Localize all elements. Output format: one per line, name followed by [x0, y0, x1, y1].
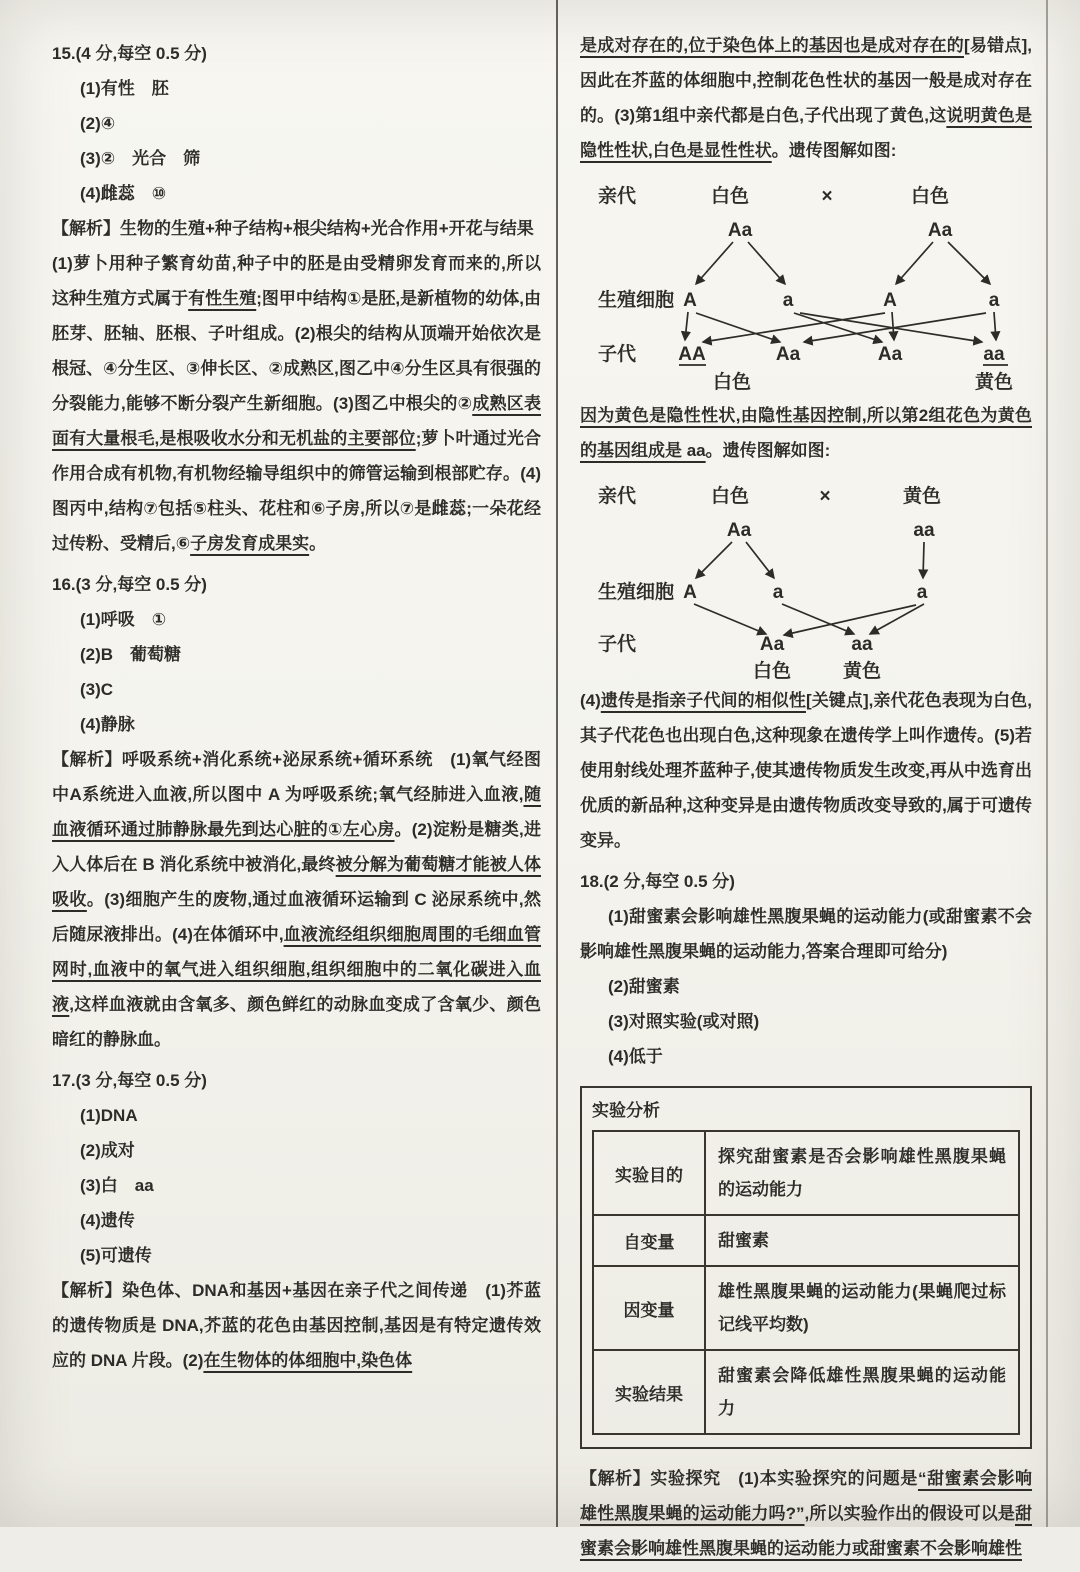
q18-answer-2: (2)甜蜜素: [608, 977, 680, 996]
d1-cross-symbol: ×: [821, 186, 833, 207]
analysis-key-underlined: 在生物体的体细胞中,染色体: [203, 1351, 413, 1370]
q16-answer-3: (3)C: [80, 680, 114, 699]
analysis-text: (4): [580, 691, 601, 710]
analysis-text: ,这样血液就由含氧多、颜色鲜红的动脉血变成了含氧少、颜色暗红的静脉血。: [52, 995, 541, 1049]
right-column: [580, 28, 1032, 1572]
d1-parent1-phenotype: 白色: [710, 186, 750, 207]
q17-answer-3: (3)白 aa: [80, 1176, 154, 1195]
q16-answer-2: (2)B 葡萄糖: [80, 645, 182, 664]
page-right-edge: [1046, 0, 1048, 1527]
experiment-analysis-title: 实验分析: [592, 1101, 660, 1120]
q15-answer-2: (2)④: [80, 114, 116, 133]
analysis-tag: 【解析】: [52, 750, 122, 769]
analysis-key-underlined: 遗传是指亲子代间的相似性: [600, 691, 806, 710]
d1-gamete-2: a: [782, 290, 794, 311]
d2-gamete-3: a: [916, 582, 928, 603]
d2-parent1-genotype: Aa: [726, 520, 752, 541]
q17-answer-1: (1)DNA: [80, 1106, 138, 1125]
q16-header: 16.(3 分,每空 0.5 分): [52, 575, 207, 594]
q16-analysis: [52, 742, 541, 1057]
question-17: [52, 1063, 541, 1378]
analysis-text: ;萝卜叶通过光合作用合成有机物,有机物经输导组织中的筛管运输到根部贮存。(4)图丙中,结构⑦包括⑤柱头、花柱和⑥子房,所以⑦是雌蕊;一朵花经过传粉、受精后,⑥: [52, 429, 541, 553]
d2-offspring-phenotype-yellow: 黄色: [842, 661, 882, 679]
analysis-topic: 染色体、DNA和基因+基因在亲子代之间传递: [122, 1281, 468, 1300]
q17-answer-4: (4)遗传: [80, 1211, 135, 1230]
q17-header: 17.(3 分,每空 0.5 分): [52, 1071, 207, 1090]
analysis-tag: 【解析】: [52, 1281, 123, 1300]
table-row-label: 因变量: [594, 1267, 706, 1349]
analysis-key-underlined: 是成对存在的,位于染色体上的基因也是成对存在的: [580, 36, 965, 55]
q17-analysis-points-4-5: [580, 683, 1032, 858]
d2-offspring-1: Aa: [759, 634, 785, 655]
analysis-key-underlined: 因为黄色是隐性性状,由隐性基因控制,所以第2组花色为黄色的基因组成是 aa: [580, 406, 1032, 460]
analysis-tag: 【解析】: [580, 1469, 651, 1488]
table-row-value: 探究甜蜜素是否会影响雄性黑腹果蝇的运动能力: [718, 1147, 1006, 1199]
question-15: [52, 36, 551, 561]
d2-gamete-1: A: [683, 582, 697, 603]
q15-header: 15.(4 分,每空 0.5 分): [52, 44, 207, 63]
d1-offspring-phenotype-yellow: 黄色: [974, 372, 1014, 393]
d1-offspring-row-label: 子代: [598, 344, 637, 365]
table-row-label: 自变量: [594, 1216, 706, 1265]
q18-answer-3: (3)对照实验(或对照): [608, 1012, 760, 1031]
experiment-analysis-table: [592, 1130, 1020, 1435]
table-row: [594, 1214, 1018, 1265]
analysis-topic: 生物的生殖+种子结构+根尖结构+光合作用+开花与结果: [120, 219, 534, 238]
column-divider: [556, 0, 558, 1527]
analysis-tag: 【解析】: [52, 219, 120, 238]
question-18: [580, 864, 1032, 1074]
d1-gamete-1: A: [683, 290, 697, 311]
q15-answer-3: (3)② 光合 筛: [80, 149, 201, 168]
d2-cross-symbol: ×: [819, 486, 831, 507]
analysis-key-underlined: 甜蜜素会影响雄性黑腹果蝇的运动能力或甜蜜素不会影响雄性: [580, 1504, 1032, 1558]
table-row-label: 实验结果: [594, 1351, 706, 1433]
table-row: [594, 1265, 1018, 1349]
q15-answer-4: (4)雌蕊 ⑩: [80, 184, 167, 203]
cross-arrows: [679, 242, 1008, 365]
analysis-text: 。(3)细胞产生的废物,通过血液循环运输到 C 泌尿系统中,然后随尿液排出。(4)在体循环中,: [52, 890, 542, 944]
analysis-key-underlined: 被分解为葡萄糖才能被人体吸收: [52, 855, 542, 909]
d1-parent-row-label: 亲代: [598, 186, 637, 207]
d1-offspring-3: Aa: [877, 344, 903, 365]
d2-gamete-row-label: 生殖细胞: [598, 582, 675, 603]
d2-offspring-phenotype-white: 白色: [752, 661, 792, 679]
analysis-text: ,亲代花色表现为白色,其子代花色也出现白色,这种现象在遗传学上叫作遗传。(5)若使用射线处理芥蓝种子,使其遗传物质发生改变,再从中选育出优质的新品种,这种变异是由遗传物质改变导致的,属于可遗传变异。: [580, 691, 1033, 850]
table-row-value: 雄性黑腹果蝇的运动能力(果蝇爬过标记线平均数): [718, 1282, 1006, 1334]
q17-analysis: [52, 1273, 541, 1378]
table-row: [594, 1132, 1018, 1214]
diagram2-intro: [580, 398, 1032, 468]
table-row: [594, 1349, 1018, 1433]
analysis-topic: 呼吸系统+消化系统+泌尿系统+循环系统: [121, 750, 433, 769]
d2-parent-row-label: 亲代: [598, 486, 637, 507]
analysis-text: (1)萝卜用种子繁育幼苗,种子中的胚是由受精卵发育而来的,所以这种生殖方式属于: [52, 219, 551, 308]
d1-offspring-1: AA: [678, 344, 706, 365]
d2-parent1-phenotype: 白色: [710, 486, 750, 507]
d1-offspring-phenotype-white: 白色: [712, 372, 752, 393]
genetic-cross-diagram-2: [580, 474, 1032, 679]
d2-gamete-2: a: [772, 582, 784, 603]
analysis-text: ,因此在芥蓝的体细胞中,控制花色性状的基因一般是成对存在的。(3)第1组中亲代都是白色,子代出现了黄色,这: [580, 36, 1032, 125]
d1-parent1-genotype: Aa: [727, 220, 753, 241]
q16-answer-1: (1)呼吸 ①: [80, 610, 167, 629]
analysis-key-underlined: 说明黄色是隐性性状,白色是显性性状: [580, 106, 1032, 160]
d1-parent2-genotype: Aa: [927, 220, 953, 241]
experiment-analysis-box: [580, 1086, 1032, 1449]
genetic-cross-diagram-1: [580, 174, 1032, 394]
d2-offspring-2: aa: [851, 634, 873, 655]
analysis-text: 。遗传图解如图:: [705, 441, 831, 460]
analysis-text: 。遗传图解如图:: [771, 141, 897, 160]
analysis-key-underlined: 子房发育成果实: [190, 534, 310, 553]
d1-parent2-phenotype: 白色: [910, 186, 950, 207]
d1-gamete-3: A: [883, 290, 897, 311]
analysis-key-underlined: 随血液循环通过肺静脉最先到达心脏的①左心房: [52, 785, 542, 839]
table-row-label: 实验目的: [594, 1132, 706, 1214]
d1-offspring-4: aa: [983, 344, 1005, 365]
analysis-key-underlined: 成熟区表面有大量根毛,是根吸收水分和无机盐的主要部位: [52, 394, 541, 448]
error-prone-tag: [易错点]: [964, 36, 1028, 55]
analysis-text: (1)氧气经图中A系统进入血液,所以图中 A 为呼吸系统;氧气经肺进入血液,: [52, 750, 541, 804]
left-column: [52, 36, 551, 1384]
key-point-tag: [关键点]: [805, 691, 869, 710]
q17-answer-2: (2)成对: [80, 1141, 135, 1160]
q17-answer-5: (5)可遗传: [80, 1246, 152, 1265]
analysis-text: 。(2)淀粉是糖类,进入人体后在 B 消化系统中被消化,最终: [52, 820, 541, 874]
q17-analysis-continued: [580, 28, 1032, 168]
d2-parent2-genotype: aa: [913, 520, 935, 541]
analysis-text: 。: [309, 534, 327, 553]
d1-offspring-2: Aa: [775, 344, 801, 365]
analysis-text: (1)芥蓝的遗传物质是 DNA,芥蓝的花色由基因控制,基因是有特定遗传效应的 DNA 片段。(2): [52, 1281, 542, 1370]
q18-analysis: [580, 1461, 1032, 1566]
table-row-value: 甜蜜素: [718, 1231, 769, 1250]
d2-offspring-row-label: 子代: [598, 634, 637, 655]
analysis-text: ,所以实验作出的假设可以是: [804, 1504, 1015, 1523]
q15-answer-1: (1)有性 胚: [80, 79, 169, 98]
d2-parent2-phenotype: 黄色: [902, 486, 942, 507]
cross-arrows: [694, 542, 924, 635]
table-row-value: 甜蜜素会降低雄性黑腹果蝇的运动能力: [718, 1366, 1006, 1418]
q18-answer-1: (1)甜蜜素会影响雄性黑腹果蝇的运动能力(或甜蜜素不会影响雄性黑腹果蝇的运动能力,答案合理即可给分): [580, 907, 1032, 961]
d1-gamete-4: a: [988, 290, 1000, 311]
analysis-key-underlined: 有性生殖: [188, 289, 257, 308]
q18-answer-4: (4)低于: [608, 1047, 663, 1066]
analysis-text: ;图甲中结构①是胚,是新植物的幼体,由胚芽、胚轴、胚根、子叶组成。(2)根尖的结构从顶端开始依次是根冠、④分生区、③伸长区、②成熟区,图乙中④分生区具有很强的分裂能力,能够不断分裂产生新细胞。(3)图乙中根尖的②: [52, 289, 542, 413]
analysis-key-underlined: “甜蜜素会影响雄性黑腹果蝇的运动能力吗?”: [580, 1469, 1033, 1523]
d1-gamete-row-label: 生殖细胞: [598, 290, 675, 311]
question-16: [52, 567, 541, 1057]
q16-answer-4: (4)静脉: [80, 715, 135, 734]
analysis-text: (1)本实验探究的问题是: [720, 1469, 918, 1488]
q15-analysis: [52, 211, 551, 561]
analysis-key-underlined: 血液流经组织细胞周围的毛细血管网时,血液中的氧气进入组织细胞,组织细胞中的二氧化碳进入血液: [52, 925, 542, 1014]
analysis-topic: 实验探究: [650, 1469, 721, 1488]
q18-header: 18.(2 分,每空 0.5 分): [580, 872, 735, 891]
